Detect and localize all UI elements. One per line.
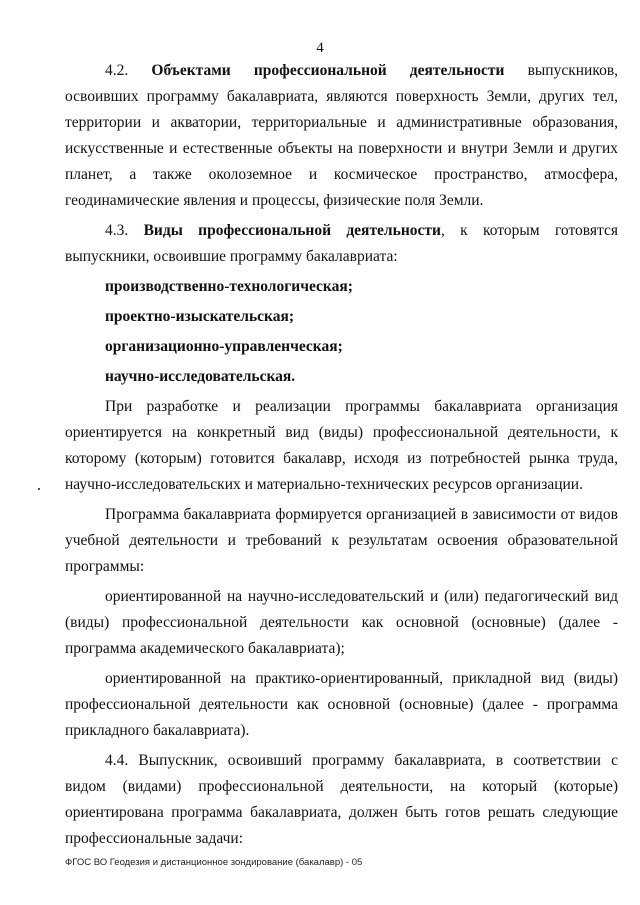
formation-paragraph: Программа бакалавриата формируется организацией в зависимости от видов учебной деятельности и требований к результатам освоения образовательной программы: — [65, 506, 618, 575]
applied-bachelor-paragraph: ориентированной на практико-ориентированный, прикладной вид (виды) профессиональной деятельности как основной (основные) (далее - программа прикладного бакалавриата). — [65, 670, 618, 739]
section-4-3-term: Виды профессиональной деятельности — [143, 222, 441, 239]
activity-type-item: проектно-изыскательская; — [105, 308, 295, 325]
activity-type-item: производственно-технологическая; — [105, 278, 353, 295]
orientation-paragraph: При разработке и реализации программы бакалавриата организация ориентируется на конкретный вид (виды) профессиональной деятельности, к которому (которым) готовится бакалавр, исходя из потребностей рынка труда, научно-исследовательских и материально-технических ресурсов организации. — [65, 398, 618, 493]
section-4-3-number: 4.3. — [105, 222, 129, 239]
activity-type-item: научно-исследовательская. — [105, 368, 296, 385]
section-4-3-paragraph — [65, 218, 618, 270]
page-number: 4 — [316, 40, 324, 56]
section-4-4-paragraph: 4.4. Выпускник, освоивший программу бакалавриата, в соответствии с видом (видами) профессиональной деятельности, на который (которые) ориентирована программа бакалавриата, должен быть готов решать следующие профессиональные задачи: — [65, 752, 618, 847]
section-4-3-text: , к которым готовятся выпускники, освоившие программу бакалавриата: — [65, 222, 618, 265]
page-footer: ФГОС ВО Геодезия и дистанционное зондирование (бакалавр) - 05 — [65, 857, 363, 868]
academic-bachelor-paragraph: ориентированной на научно-исследовательский и (или) педагогический вид (виды) профессиональной деятельности как основной (основные) (далее - программа академического бакалавриата); — [65, 588, 618, 657]
activity-type-item: организационно-управленческая; — [105, 338, 343, 355]
section-4-2-number: 4.2. — [105, 62, 129, 79]
document-body — [65, 58, 618, 852]
section-4-2-paragraph — [65, 58, 618, 214]
scan-speck — [38, 488, 40, 490]
section-4-2-text: выпускников, освоивших программу бакалавриата, являются поверхность Земли, других тел, территории и акватории, территориальные и административные образования, искусственные и естественные объекты на поверхности и внутри Земли и других планет, а также околоземное и космическое пространство, атмосфера, геодинамические явления и процессы, физические поля Земли. — [65, 62, 619, 209]
section-4-2-term: Объектами профессиональной деятельности — [151, 62, 505, 79]
